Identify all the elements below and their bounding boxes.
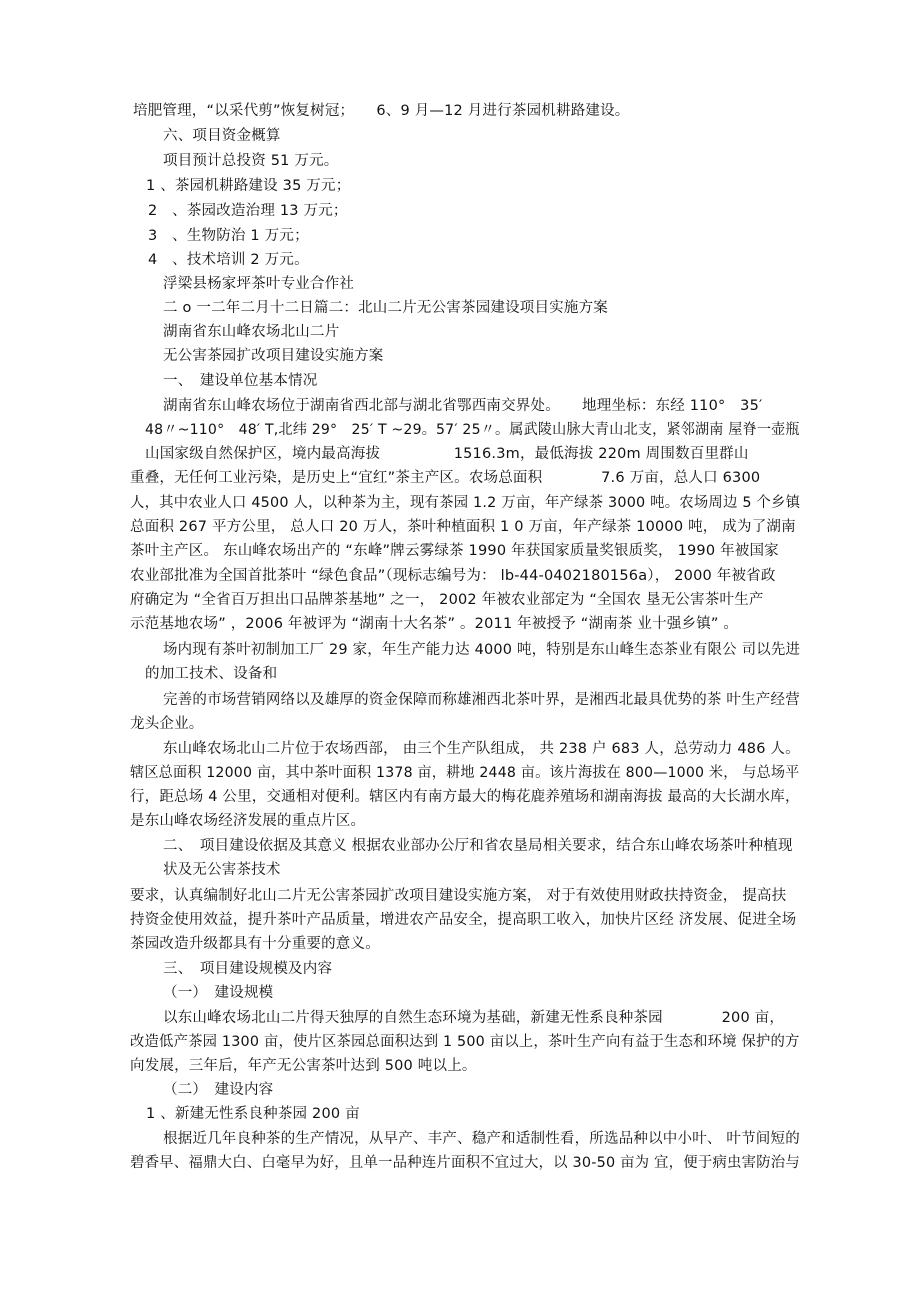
document-title: 无公害茶园扩改项目建设实施方案 (163, 348, 384, 364)
text-line: 湖南省东山峰农场位于湖南省西北部与湖北省鄂西南交界处。 地理坐标：东经 110° 35′ (163, 398, 763, 414)
text-line: 人，其中农业人口 4500 人，以种茶为主，现有茶园 1.2 万亩，年产绿茶 3000 吨。农场周边 5 个乡镇 (130, 495, 801, 511)
section-heading: 一、 建设单位基本情况 (163, 373, 318, 389)
list-item: 1 、新建无性系良种茶园 200 亩 (146, 1106, 360, 1122)
text-line: 要求，认真编制好北山二片无公害茶园扩改项目建设实施方案， 对于有效使用财政扶持资金， 提高扶 (130, 888, 787, 904)
text-line: 以东山峰农场北山二片得天独厚的自然生态环境为基础，新建无性系良种茶园 200 亩， (163, 1010, 785, 1026)
text-line: 农业部批准为全国首批茶叶 “绿色食品”（现标志编号为： lb-44-0402180156a）， 2000 年被省政 (130, 568, 776, 584)
text-line: 完善的市场营销网络以及雄厚的资金保障而称雄湘西北茶叶界，是湘西北最具优势的茶 叶生产经营 (163, 692, 800, 708)
text-line: 山国家级自然保护区，境内最高海拔 1516.3m，最低海拔 220m 周围数百里群山 (145, 446, 749, 462)
list-item: 1 、茶园机耕路建设 35 万元； (146, 178, 351, 194)
text-line: 项目预计总投资 51 万元。 (163, 153, 339, 169)
text-line: 辖区总面积 12000 亩，其中茶叶面积 1378 亩，耕地 2448 亩。该片海拔在 800—1000 米， 与总场平 (130, 765, 800, 781)
text-line: 东山峰农场北山二片位于农场西部， 由三个生产队组成， 共 238 户 683 人，总劳动力 486 人。 (163, 741, 800, 757)
text-line: 茶园改造升级都具有十分重要的意义。 (130, 936, 380, 952)
text-line: 示范基地农场” ，2006 年被评为 “湖南十大名茶” 。2011 年被授予 “湖南茶 业十强乡镇” 。 (130, 616, 739, 632)
document-title: 湖南省东山峰农场北山二片 (163, 324, 340, 340)
text-line: 府确定为 “全省百万担出口品牌茶基地” 之一， 2002 年被农业部定为 “全国农 垦无公害茶叶生产 (130, 592, 764, 608)
organization-name: 浮梁县杨家坪茶叶专业合作社 (163, 276, 355, 292)
list-item: 2 、茶园改造治理 13 万元； (148, 203, 348, 219)
text-line: 改造低产茶园 1300 亩，使片区茶园总面积达到 1 500 亩以上，茶叶生产向有益于生态和环境 保护的方 (130, 1034, 800, 1050)
section-heading: 六、项目资金概算 (163, 128, 281, 144)
text-line: 48〃~110° 48′ T,北纬 29° 25′ T ~29。57′ 25〃。属武陵山脉大青山北支，紧邻湖南 屋脊一壶瓶 (145, 422, 800, 438)
date-and-title: 二 o 一二年二月十二日篇二：北山二片无公害茶园建设项目实施方案 (163, 300, 608, 316)
section-heading: 三、 项目建设规模及内容 (163, 961, 333, 977)
section-heading: 二、 项目建设依据及其意义 根据农业部办公厅和省农垦局相关要求，结合东山峰农场茶叶种植现 (163, 838, 793, 854)
text-line: 向发展，三年后，年产无公害茶叶达到 500 吨以上。 (130, 1058, 477, 1074)
text-line: 培肥管理，“以采代剪”恢复树冠； 6、9 月—12 月进行茶园机耕路建设。 (133, 103, 630, 119)
text-line: 根据近几年良种茶的生产情况，从早产、丰产、稳产和适制性看，所选品种以中小叶、 叶节间短的 (163, 1131, 800, 1147)
text-line: 场内现有茶叶初制加工厂 29 家，年生产能力达 4000 吨，特别是东山峰生态茶业有限公 司以先进 (163, 642, 801, 658)
subsection-heading: （二） 建设内容 (163, 1082, 274, 1098)
text-line: 总面积 267 平方公里， 总人口 20 万人，茶叶种植面积 1 0 万亩，年产绿茶 10000 吨， 成为了湖南 (130, 519, 796, 535)
list-item: 4 、技术培训 2 万元。 (148, 252, 309, 268)
text-line: 行，距总场 4 公里，交通相对便利。辖区内有南方最大的梅花鹿养殖场和湖南海拔 最高的大长湖水库， (130, 789, 800, 805)
text-line: 茶叶主产区。 东山峰农场出产的 “东峰”牌云雾绿茶 1990 年获国家质量奖银质奖， 1990 年被国家 (130, 543, 779, 559)
text-line: 重叠，无任何工业污染，是历史上“宜红”茶主产区。农场总面积 7.6 万亩，总人口 6300 (130, 470, 761, 486)
list-item: 3 、生物防治 1 万元； (148, 228, 309, 244)
text-line: 状及无公害茶技术 (163, 862, 281, 878)
text-line: 持资金使用效益，提升茶叶产品质量，增进农产品安全，提高职工收入，加快片区经 济发展、促进全场 (130, 912, 797, 928)
text-line: 龙头企业。 (130, 716, 204, 732)
subsection-heading: （一） 建设规模 (163, 985, 274, 1001)
text-line: 是东山峰农场经济发展的重点片区。 (130, 813, 366, 829)
text-line: 的加工技术、设备和 (145, 666, 278, 682)
text-line: 碧香早、福鼎大白、白毫早为好，且单一品种连片面积不宜过大，以 30-50 亩为 宜，便于病虫害防治与 (130, 1155, 800, 1171)
